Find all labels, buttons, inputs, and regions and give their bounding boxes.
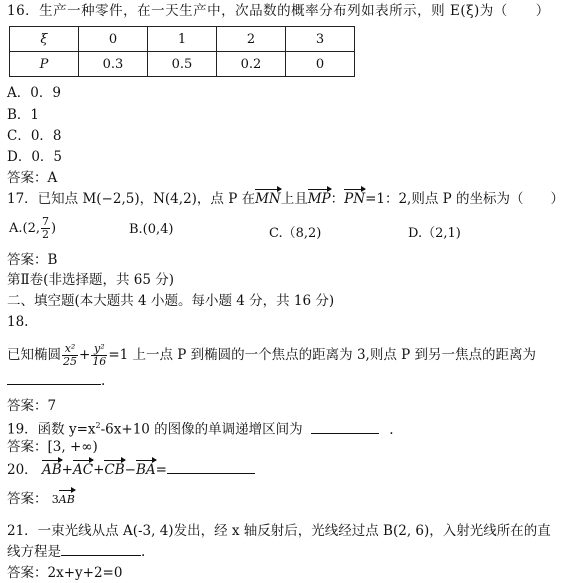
vector-ab: AB (59, 491, 75, 509)
q21-tail: . (141, 544, 146, 560)
table-cell: 1 (148, 27, 217, 52)
q19-stem (7, 417, 394, 439)
q17-option-b: B.(0,4) (129, 222, 174, 237)
vector-mp: MP (307, 191, 331, 207)
q20-stem (7, 461, 255, 479)
answer-blank (7, 384, 101, 385)
minus-sign: − (124, 462, 136, 478)
q20-number: 20． (7, 462, 38, 478)
q20-answer (7, 490, 75, 509)
plus-sign: + (93, 462, 105, 478)
vector-pn: PN (344, 191, 366, 207)
q16-option-c: C．0．8 (7, 128, 62, 144)
q18-number: 18. (7, 314, 29, 330)
q19-stem-b: -6x+10 的图像的单调递增区间为 (100, 421, 303, 438)
table-cell: P (10, 52, 79, 77)
table-row (10, 52, 355, 77)
q16-option-a: A．0．9 (7, 85, 61, 101)
q21-stem-line2 (7, 543, 145, 561)
table-cell: 0.3 (79, 52, 148, 77)
fraction-denominator: 2 (42, 228, 49, 241)
fraction (62, 343, 78, 368)
q19-tail: . (389, 421, 394, 438)
answer-blank (311, 433, 379, 434)
fraction (41, 216, 50, 241)
q17-stem (7, 190, 564, 208)
q18-stem (7, 342, 536, 368)
plus-sign: + (61, 462, 73, 478)
q17-option-a-suffix: ) (51, 221, 57, 236)
q17-stem-c: ： (330, 191, 345, 207)
fraction-denominator: 16 (92, 355, 107, 368)
table-cell: 0.5 (148, 52, 217, 77)
fraction-numerator: 7 (42, 215, 49, 228)
vector-ab: AB (41, 462, 62, 478)
q21-stem-line2-text: 线方程是 (7, 544, 61, 560)
table-cell: 2 (217, 27, 286, 52)
q18-answer: 答案：7 (7, 398, 57, 414)
q17-option-a (9, 216, 56, 241)
q16-option-b: B．1 (7, 107, 40, 123)
fraction-denominator: 25 (63, 355, 77, 368)
q17-answer: 答案：B (7, 252, 58, 268)
q16-answer: 答案：A (7, 170, 58, 186)
q17-stem-d: =1：2,则点 P 的坐标为（ ） (365, 191, 565, 207)
q18-tail: . (101, 373, 106, 389)
vector-ba: BA (135, 462, 156, 478)
fill-blank-heading: 二、填空题(本大题共 4 小题。每小题 4 分，共 16 分) (7, 293, 335, 309)
probability-table (9, 26, 355, 77)
vector-mn: MN (255, 191, 281, 207)
q19-stem-a: 19．函数 y=x (7, 421, 96, 438)
table-cell: 0.2 (217, 52, 286, 77)
vector-cb: CB (104, 462, 125, 478)
equals-sign: = (155, 462, 167, 478)
vector-ac: AC (72, 462, 94, 478)
q18-stem-b: =1 上一点 P 到椭圆的一个焦点的距离为 3,则点 P 到另一焦点的距离为 (108, 347, 537, 363)
q16-stem: 16．生产一种零件，在一天生产中，次品数的概率分布列如表所示，则 E(ξ)为（ ） (7, 3, 550, 19)
table-row (10, 27, 355, 52)
q21-stem-line1: 21．一束光线从点 A(-3, 4)发出，经 x 轴反射后，光线经过点 B(2, 6)，入射光线所在的直 (7, 523, 551, 539)
q18-blank-line (7, 372, 105, 390)
q21-answer: 答案：2x+y+2=0 (7, 565, 123, 581)
q20-answer-coef: 3 (51, 493, 59, 506)
fraction-numerator: x² (62, 343, 78, 356)
q18-stem-a: 已知椭圆 (7, 347, 61, 363)
q17-option-a-prefix: A.(2, (9, 221, 40, 236)
exponent: 2 (95, 421, 101, 430)
q16-option-d: D．0．5 (7, 149, 63, 165)
part2-heading: 第Ⅱ卷(非选择题，共 65 分) (7, 272, 174, 288)
table-cell: 0 (79, 27, 148, 52)
answer-blank (167, 473, 255, 474)
table-cell: ξ (10, 27, 79, 52)
answer-blank (61, 555, 141, 556)
q17-option-d: D.（2,1) (408, 226, 461, 241)
plus-sign: + (79, 347, 91, 363)
table-cell: 3 (286, 27, 355, 52)
table-cell: 0 (286, 52, 355, 77)
q17-option-c: C.（8,2) (269, 226, 322, 241)
q20-answer-prefix: 答案： (7, 491, 48, 507)
q17-stem-b: 上且 (280, 191, 308, 207)
fraction-numerator: y² (91, 343, 107, 356)
q17-stem-a: 17．已知点 M(−2,5)，N(4,2)，点 P 在 (7, 191, 256, 207)
fraction (91, 343, 107, 368)
q19-answer: 答案：[3, +∞) (7, 439, 98, 455)
